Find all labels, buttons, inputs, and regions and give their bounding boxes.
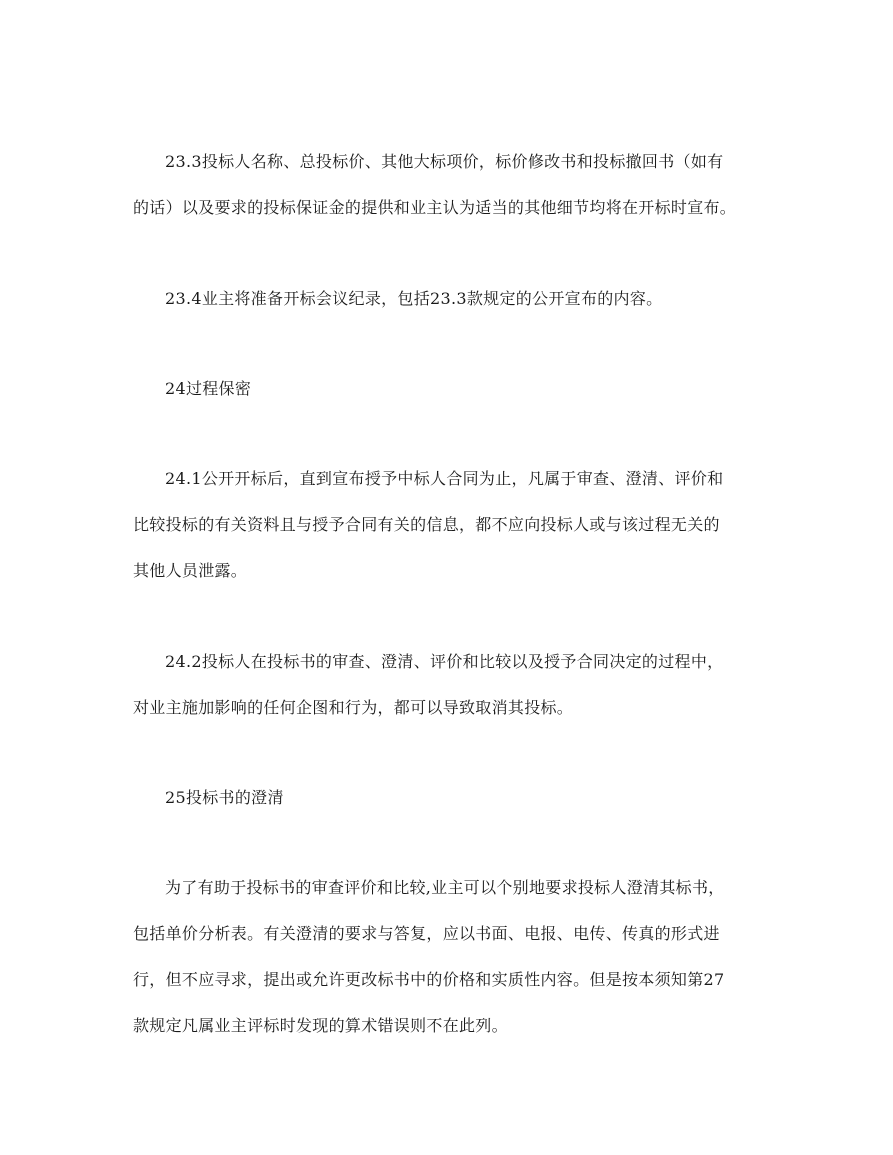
- text-line: 24.2投标人在投标书的审查、澄清、评价和比较以及授予合同决定的过程中，: [165, 652, 724, 671]
- paragraph-23-3: [133, 139, 773, 231]
- heading-text: 24过程保密: [165, 379, 252, 398]
- paragraph-24-2: [133, 639, 773, 731]
- text-line: 行，但不应寻求，提出或允许更改标书中的价格和实质性内容。但是按本须知第27: [133, 970, 725, 989]
- paragraph-23-4: [133, 276, 773, 322]
- text-line: 对业主施加影响的任何企图和行为，都可以导致取消其投标。: [133, 698, 574, 717]
- text-line: 比较投标的有关资料且与授予合同有关的信息，都不应向投标人或与该过程无关的: [133, 515, 720, 534]
- text-line: 包括单价分析表。有关澄清的要求与答复，应以书面、电报、电传、传真的形式进: [133, 924, 720, 943]
- text-line: 的话）以及要求的投标保证金的提供和业主认为适当的其他细节均将在开标时宣布。: [133, 198, 737, 217]
- paragraph-25: [133, 865, 773, 1049]
- section-heading-24: [133, 366, 773, 412]
- paragraph-24-1: [133, 456, 773, 594]
- section-heading-25: [133, 775, 773, 821]
- heading-text: 25投标书的澄清: [165, 788, 284, 807]
- text-line: 款规定凡属业主评标时发现的算术错误则不在此列。: [133, 1016, 508, 1035]
- text-line: 23.3投标人名称、总投标价、其他大标项价，标价修改书和投标撤回书（如有: [165, 152, 724, 171]
- text-line: 为了有助于投标书的审查评价和比较,业主可以个别地要求投标人澄清其标书，: [165, 878, 725, 897]
- text-line: 其他人员泄露。: [133, 561, 248, 580]
- text-line: 23.4业主将准备开标会议纪录，包括23.3款规定的公开宣布的内容。: [165, 289, 663, 308]
- text-line: 24.1公开开标后，直到宣布授予中标人合同为止，凡属于审查、澄清、评价和: [165, 469, 724, 488]
